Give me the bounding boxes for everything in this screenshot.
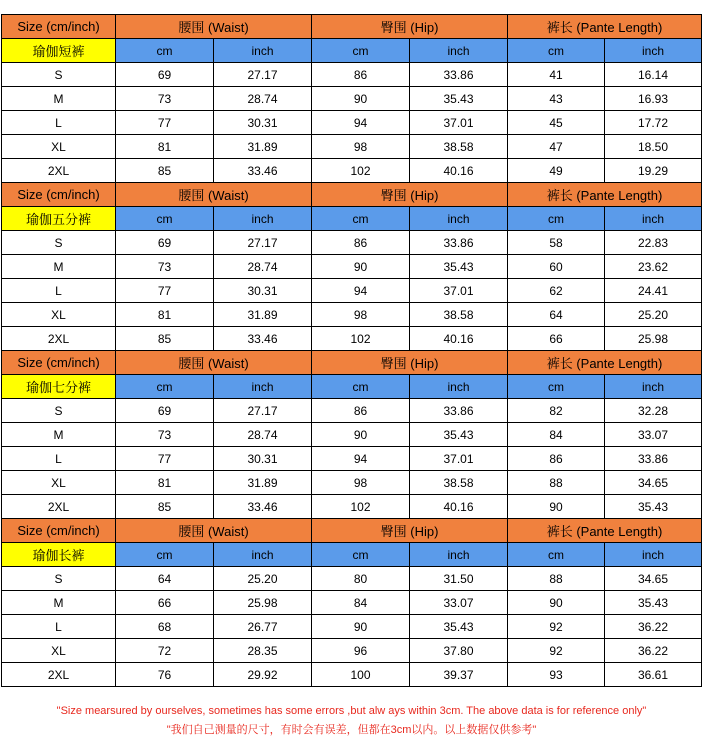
measure-value: 30.31 (214, 279, 312, 303)
product-name: 瑜伽短裤 (2, 39, 116, 63)
size-table-body (2, 15, 702, 687)
length-header: 裤长 (Pante Length) (508, 15, 702, 39)
measure-value: 77 (116, 279, 214, 303)
measure-value: 31.50 (410, 567, 508, 591)
table-row (2, 87, 702, 111)
section-units-row (2, 543, 702, 567)
measure-value: 86 (312, 231, 410, 255)
unit-label: inch (214, 543, 312, 567)
measure-value: 23.62 (605, 255, 702, 279)
measure-value: 81 (116, 471, 214, 495)
measure-value: 33.07 (605, 423, 702, 447)
measure-value: 31.89 (214, 303, 312, 327)
measure-value: 41 (508, 63, 605, 87)
measure-value: 102 (312, 495, 410, 519)
size-label: M (2, 423, 116, 447)
measure-value: 85 (116, 159, 214, 183)
measure-value: 85 (116, 327, 214, 351)
measure-value: 69 (116, 63, 214, 87)
unit-label: inch (605, 39, 702, 63)
size-label: 2XL (2, 663, 116, 687)
measure-value: 40.16 (410, 159, 508, 183)
size-label: 2XL (2, 327, 116, 351)
measure-value: 85 (116, 495, 214, 519)
measure-value: 90 (508, 495, 605, 519)
measure-value: 36.61 (605, 663, 702, 687)
measure-value: 36.22 (605, 639, 702, 663)
size-label: M (2, 87, 116, 111)
table-row (2, 471, 702, 495)
measure-value: 98 (312, 471, 410, 495)
measure-value: 68 (116, 615, 214, 639)
length-header: 裤长 (Pante Length) (508, 183, 702, 207)
unit-label: inch (410, 543, 508, 567)
measure-value: 81 (116, 135, 214, 159)
size-label: XL (2, 135, 116, 159)
measure-value: 100 (312, 663, 410, 687)
note-english: "Size mearsured by ourselves, sometimes has some errors ,but alw ays within 3cm. The above data is for reference only" (56, 705, 647, 717)
length-header: 裤长 (Pante Length) (508, 519, 702, 543)
waist-header: 腰围 (Waist) (116, 351, 312, 375)
unit-label: inch (605, 207, 702, 231)
measure-value: 94 (312, 447, 410, 471)
measure-value: 30.31 (214, 447, 312, 471)
unit-label: cm (312, 543, 410, 567)
section-header-row (2, 351, 702, 375)
measure-value: 28.35 (214, 639, 312, 663)
measure-value: 90 (312, 423, 410, 447)
size-label: L (2, 615, 116, 639)
measure-value: 49 (508, 159, 605, 183)
measure-value: 18.50 (605, 135, 702, 159)
size-label: XL (2, 639, 116, 663)
size-label: L (2, 447, 116, 471)
table-row (2, 399, 702, 423)
size-label: L (2, 111, 116, 135)
measure-value: 33.86 (410, 63, 508, 87)
measure-value: 33.86 (410, 399, 508, 423)
unit-label: inch (605, 543, 702, 567)
table-row (2, 663, 702, 687)
size-header: Size (cm/inch) (2, 183, 116, 207)
measure-value: 27.17 (214, 231, 312, 255)
measure-value: 25.20 (605, 303, 702, 327)
measure-value: 35.43 (605, 495, 702, 519)
unit-label: inch (410, 207, 508, 231)
measure-value: 64 (116, 567, 214, 591)
measure-value: 24.41 (605, 279, 702, 303)
measure-value: 69 (116, 399, 214, 423)
size-header: Size (cm/inch) (2, 351, 116, 375)
measure-value: 60 (508, 255, 605, 279)
measure-value: 80 (312, 567, 410, 591)
unit-label: inch (214, 207, 312, 231)
size-label: S (2, 567, 116, 591)
table-row (2, 495, 702, 519)
section-header-row (2, 183, 702, 207)
measure-value: 33.07 (410, 591, 508, 615)
measure-value: 64 (508, 303, 605, 327)
section-units-row (2, 207, 702, 231)
product-name: 瑜伽长裤 (2, 543, 116, 567)
table-row (2, 159, 702, 183)
table-row (2, 111, 702, 135)
waist-header: 腰围 (Waist) (116, 519, 312, 543)
measure-value: 37.01 (410, 279, 508, 303)
size-header: Size (cm/inch) (2, 519, 116, 543)
measure-value: 69 (116, 231, 214, 255)
measure-value: 58 (508, 231, 605, 255)
size-label: S (2, 63, 116, 87)
measure-value: 102 (312, 159, 410, 183)
measure-value: 35.43 (410, 615, 508, 639)
measure-value: 73 (116, 87, 214, 111)
measure-value: 81 (116, 303, 214, 327)
measure-value: 40.16 (410, 495, 508, 519)
measure-value: 35.43 (605, 591, 702, 615)
measure-value: 88 (508, 567, 605, 591)
unit-label: cm (116, 39, 214, 63)
measure-value: 62 (508, 279, 605, 303)
measure-value: 90 (312, 255, 410, 279)
unit-label: inch (410, 375, 508, 399)
measure-value: 25.98 (605, 327, 702, 351)
table-row (2, 231, 702, 255)
table-row (2, 135, 702, 159)
measure-value: 73 (116, 423, 214, 447)
table-row (2, 255, 702, 279)
measure-value: 37.80 (410, 639, 508, 663)
measure-value: 31.89 (214, 135, 312, 159)
measure-value: 22.83 (605, 231, 702, 255)
table-row (2, 63, 702, 87)
size-label: M (2, 591, 116, 615)
unit-label: cm (312, 207, 410, 231)
measure-value: 37.01 (410, 111, 508, 135)
measure-value: 32.28 (605, 399, 702, 423)
measure-value: 86 (312, 63, 410, 87)
measure-value: 38.58 (410, 303, 508, 327)
measure-value: 86 (312, 399, 410, 423)
measure-value: 90 (312, 615, 410, 639)
size-label: 2XL (2, 495, 116, 519)
measure-value: 25.98 (214, 591, 312, 615)
hip-header: 臀围 (Hip) (312, 183, 508, 207)
measure-value: 98 (312, 303, 410, 327)
measure-value: 28.74 (214, 87, 312, 111)
note-chinese: "我们自己测量的尺寸，有时会有误差，但都在3cm以内。以上数据仅供参考" (166, 724, 537, 736)
table-row (2, 327, 702, 351)
measure-value: 34.65 (605, 471, 702, 495)
unit-label: inch (214, 39, 312, 63)
hip-header: 臀围 (Hip) (312, 15, 508, 39)
measure-value: 84 (508, 423, 605, 447)
measure-value: 94 (312, 111, 410, 135)
measure-value: 40.16 (410, 327, 508, 351)
unit-label: inch (410, 39, 508, 63)
measure-value: 77 (116, 447, 214, 471)
measure-value: 72 (116, 639, 214, 663)
measure-value: 36.22 (605, 615, 702, 639)
measure-value: 25.20 (214, 567, 312, 591)
hip-header: 臀围 (Hip) (312, 351, 508, 375)
measure-value: 43 (508, 87, 605, 111)
measure-value: 33.86 (410, 231, 508, 255)
size-label: XL (2, 303, 116, 327)
measure-value: 28.74 (214, 423, 312, 447)
measure-value: 86 (508, 447, 605, 471)
measure-value: 96 (312, 639, 410, 663)
unit-label: cm (116, 543, 214, 567)
waist-header: 腰围 (Waist) (116, 15, 312, 39)
measure-value: 82 (508, 399, 605, 423)
unit-label: cm (508, 39, 605, 63)
hip-header: 臀围 (Hip) (312, 519, 508, 543)
measure-value: 33.46 (214, 159, 312, 183)
product-name: 瑜伽七分裤 (2, 375, 116, 399)
section-units-row (2, 375, 702, 399)
table-row (2, 591, 702, 615)
measure-value: 26.77 (214, 615, 312, 639)
unit-label: cm (508, 375, 605, 399)
length-header: 裤长 (Pante Length) (508, 351, 702, 375)
measure-value: 88 (508, 471, 605, 495)
measure-value: 17.72 (605, 111, 702, 135)
table-row (2, 567, 702, 591)
section-header-row (2, 15, 702, 39)
measure-value: 35.43 (410, 87, 508, 111)
measure-value: 84 (312, 591, 410, 615)
measure-value: 66 (116, 591, 214, 615)
measure-value: 35.43 (410, 255, 508, 279)
measure-value: 45 (508, 111, 605, 135)
measure-value: 31.89 (214, 471, 312, 495)
unit-label: cm (312, 39, 410, 63)
measure-value: 90 (508, 591, 605, 615)
unit-label: cm (508, 207, 605, 231)
unit-label: cm (116, 375, 214, 399)
measure-value: 90 (312, 87, 410, 111)
measure-value: 29.92 (214, 663, 312, 687)
unit-label: cm (116, 207, 214, 231)
table-row (2, 279, 702, 303)
measure-value: 33.86 (605, 447, 702, 471)
table-row (2, 639, 702, 663)
unit-label: cm (508, 543, 605, 567)
measure-value: 28.74 (214, 255, 312, 279)
section-units-row (2, 39, 702, 63)
measure-value: 66 (508, 327, 605, 351)
measure-value: 92 (508, 639, 605, 663)
measure-value: 37.01 (410, 447, 508, 471)
section-header-row (2, 519, 702, 543)
measure-value: 73 (116, 255, 214, 279)
measure-value: 33.46 (214, 327, 312, 351)
measure-value: 33.46 (214, 495, 312, 519)
measure-value: 92 (508, 615, 605, 639)
measure-value: 30.31 (214, 111, 312, 135)
unit-label: inch (214, 375, 312, 399)
table-row (2, 423, 702, 447)
measure-value: 27.17 (214, 399, 312, 423)
measure-value: 16.93 (605, 87, 702, 111)
measure-value: 34.65 (605, 567, 702, 591)
measure-value: 38.58 (410, 471, 508, 495)
unit-label: cm (312, 375, 410, 399)
measure-value: 94 (312, 279, 410, 303)
measure-value: 35.43 (410, 423, 508, 447)
measure-value: 47 (508, 135, 605, 159)
table-row (2, 447, 702, 471)
measure-value: 39.37 (410, 663, 508, 687)
measure-value: 16.14 (605, 63, 702, 87)
measure-value: 98 (312, 135, 410, 159)
measure-value: 77 (116, 111, 214, 135)
size-label: S (2, 399, 116, 423)
measure-value: 93 (508, 663, 605, 687)
measure-value: 27.17 (214, 63, 312, 87)
measure-value: 102 (312, 327, 410, 351)
size-label: XL (2, 471, 116, 495)
measure-value: 19.29 (605, 159, 702, 183)
size-chart (1, 14, 701, 687)
size-table (1, 14, 702, 687)
waist-header: 腰围 (Waist) (116, 183, 312, 207)
table-row (2, 615, 702, 639)
measure-value: 76 (116, 663, 214, 687)
size-label: 2XL (2, 159, 116, 183)
size-label: L (2, 279, 116, 303)
unit-label: inch (605, 375, 702, 399)
size-label: S (2, 231, 116, 255)
product-name: 瑜伽五分裤 (2, 207, 116, 231)
table-row (2, 303, 702, 327)
size-header: Size (cm/inch) (2, 15, 116, 39)
size-label: M (2, 255, 116, 279)
measure-value: 38.58 (410, 135, 508, 159)
